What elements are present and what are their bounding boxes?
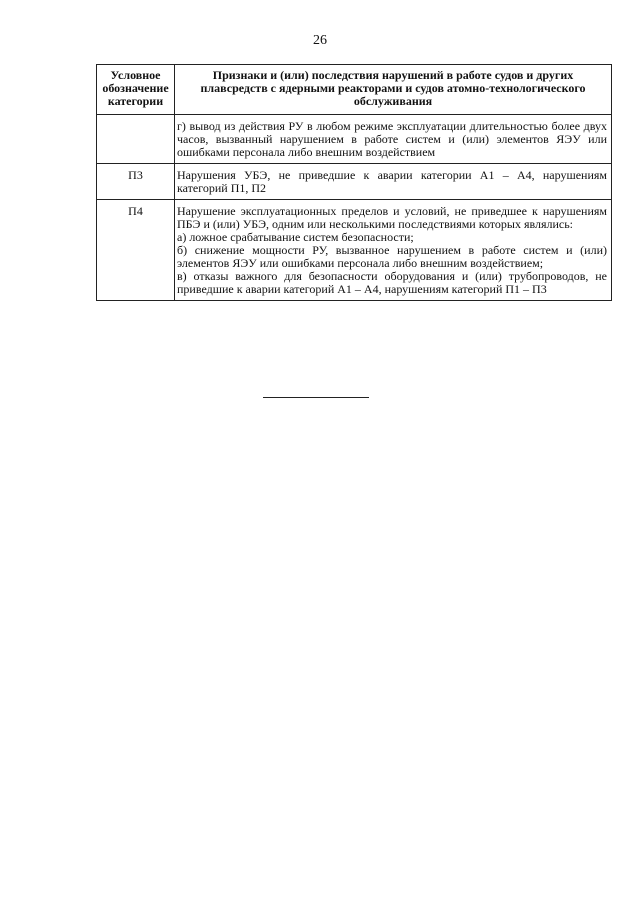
violation-categories-table: [96, 64, 612, 301]
description-list-item: в) отказы важного для безопасности оборудования и (или) трубопроводов, не приведшие к аварии категорий А1 – А4, нарушениям категорий П1 – П3: [177, 269, 607, 296]
table-row: [97, 200, 612, 301]
category-code-cell: [97, 115, 175, 164]
description-cell: [175, 115, 612, 164]
description-paragraph: Нарушения УБЭ, не приведшие к аварии категории А1 – А4, нарушениям категорий П1, П2: [177, 168, 607, 195]
table-row: [97, 164, 612, 200]
table-header-row: [97, 65, 612, 115]
end-separator-line: [263, 397, 369, 398]
description-paragraph: г) вывод из действия РУ в любом режиме эксплуатации длительностью более двух часов, вызванный нарушением в работе систем и (или) элементов ЯЭУ или ошибками персонала либо внешним воздействием: [177, 119, 607, 159]
description-list-item: б) снижение мощности РУ, вызванное нарушением в работе систем и (или) элементов ЯЭУ или ошибками персонала либо внешним воздействием;: [177, 243, 607, 270]
description-cell: [175, 200, 612, 301]
header-violation-description: Признаки и (или) последствия нарушений в работе судов и других плавсредств с ядерными реакторами и судов атомно-технологического обслуживания: [175, 65, 612, 115]
description-cell: [175, 164, 612, 200]
header-category-code: Условное обозначение категории: [97, 65, 175, 115]
table-row: [97, 115, 612, 164]
category-code-cell: П3: [97, 164, 175, 200]
category-code-cell: П4: [97, 200, 175, 301]
page-number: 26: [313, 33, 327, 48]
description-paragraph: Нарушение эксплуатационных пределов и условий, не приведшее к нарушениям ПБЭ и (или) УБЭ, одним или несколькими последствиями которых являлись:: [177, 204, 607, 231]
description-list-item: а) ложное срабатывание систем безопасности;: [177, 230, 414, 244]
